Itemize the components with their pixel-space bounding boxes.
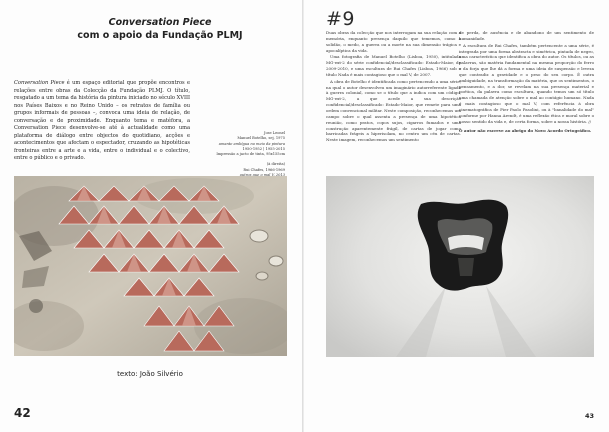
credit-line: (à direita) xyxy=(266,162,285,167)
orthography-note: O autor não escreve ao abrigo do Novo Acordo Ortográfico. xyxy=(459,127,592,133)
paragraph: Uma fotografia de Manuel Botelho (Lisboa, 1950), intitulada MG-ext-2 do série confidencial/desclassificado: Estado-Maior, de 2009-2010, e uma escultura de Rui Chafes (Lisboa, 1966) sob o título Nada é mais contagioso que o mal V, de 2007. xyxy=(326,54,461,77)
credit-line: Rui Chafes, 1966-1969 xyxy=(243,167,285,172)
page-title xyxy=(40,16,280,42)
page-number-left: 42 xyxy=(14,406,31,420)
intro-lead: Conversation Piece xyxy=(14,80,65,86)
paragraph: Duas obras da colecção que nos interrogam na sua relação com a memória, enquanto presença daquilo que tememos, como a solidão, o medo, a guerra ou a morte na sua dimensão trágica e apocalíptica da vida. xyxy=(326,30,461,53)
credit-line: amante ambígua no meio da pintura xyxy=(218,141,285,146)
credit-line: Jose Leonel xyxy=(264,131,285,135)
paragraph: A escultura de Rui Chafes, também pertencente a uma série, é integrada por uma forma abstracta e simétrica, pintada de negro, uma característica que identifica a obra do autor. Os títulos, ou as palavras, são matéria fundamental na mesma proporção do ferro e da forja que lhe dá a forma e uma ideia de suspensão e leveza que contradiz a gravidade e o peso do seu corpo. É outra ambiguidade, na transformação da matéria, que os sentimentos, o pensamento, e a dor, se revelam na sua presença material e poética, da palavra como escultura, quando temos um só título uma chamada de atenção sobre o mal ao contágio humano. Nada é mais contagioso que o mal V, com referência à obra cinematográfica de Pier Paolo Pasolini, ou à "banalidade do mal" conforme por Hanna Arendt, é uma reflexão ética e moral sobre o nosso sentido da vida e, de certa forma, sobre a nossa história. // xyxy=(459,42,594,124)
paragraph: de perda, de ausência e de abandono de um sentimento de humanidade. xyxy=(459,30,594,41)
credit-line: 1950-1952 | 1955-2015 xyxy=(242,146,285,151)
left-page xyxy=(0,0,302,432)
credit-line: Manuel Botelho, sej, 1975 xyxy=(237,136,285,141)
sculpture-illustration xyxy=(326,176,594,357)
card-house-photo xyxy=(14,176,287,356)
text-column-1 xyxy=(326,30,461,144)
author-credit: texto: João Silvério xyxy=(117,370,183,378)
card-house-illustration xyxy=(14,176,287,356)
credit-line: Impressão a jacto de tinta, 95x155cm xyxy=(216,152,285,157)
title-line-1: Conversation Piece xyxy=(108,17,212,28)
intro-body: é um espaço editorial que propõe encontros e relações entre obras da Colecção da Fundação PLMJ. O título, resgatado a um tema da história da pintura iniciado no século XVIII nos Países Baixos e no Reino Unido – os retratos de família ou grupos informais de pessoas –, convoca uma ideia de relação, de conversação e de proximidade. Enquanto tema e matéfora, a Conversation Piece desenvolve-se até à actualidade como uma plataforma de diálogo entre objectos do quotidiano, acções e acontecimentos que afectam o espectador, cruzando as hipotéticas fronteiras entre a arte e a vida, entre o individual e o colectivo, entre o público e o privado. xyxy=(14,80,190,161)
issue-heading: #9 xyxy=(326,8,356,30)
title-line-2: com o apoio da Fundação PLMJ xyxy=(77,30,243,41)
paragraph: A obra de Botelho é identificada como pertencendo a uma série, na qual o autor desenvolveu um imaginário autorreferente ligado à guerra colonial, como se o título que a indica com um código, MG-ext-2, a que acede a sua descrição confidencial/desclassificado: Estado-Maior, que remete para uma ordem convencional militar. Neste composição, reconhecemos um campo sobre o qual assenta a presença de uma hipotética reunião, como pratos, copos sujos, cigarros fumados e uma construção aparentemente frágil, de cartas de jogar como barricadas frágeis a hiperisolam, no centro um céu de cartas. Neste imagem, reconhecemos um sentimento xyxy=(326,78,461,143)
page-number-right: 43 xyxy=(585,412,595,420)
text-column-2 xyxy=(459,30,594,134)
sculpture-photo xyxy=(326,176,594,357)
intro-paragraph xyxy=(14,80,190,163)
